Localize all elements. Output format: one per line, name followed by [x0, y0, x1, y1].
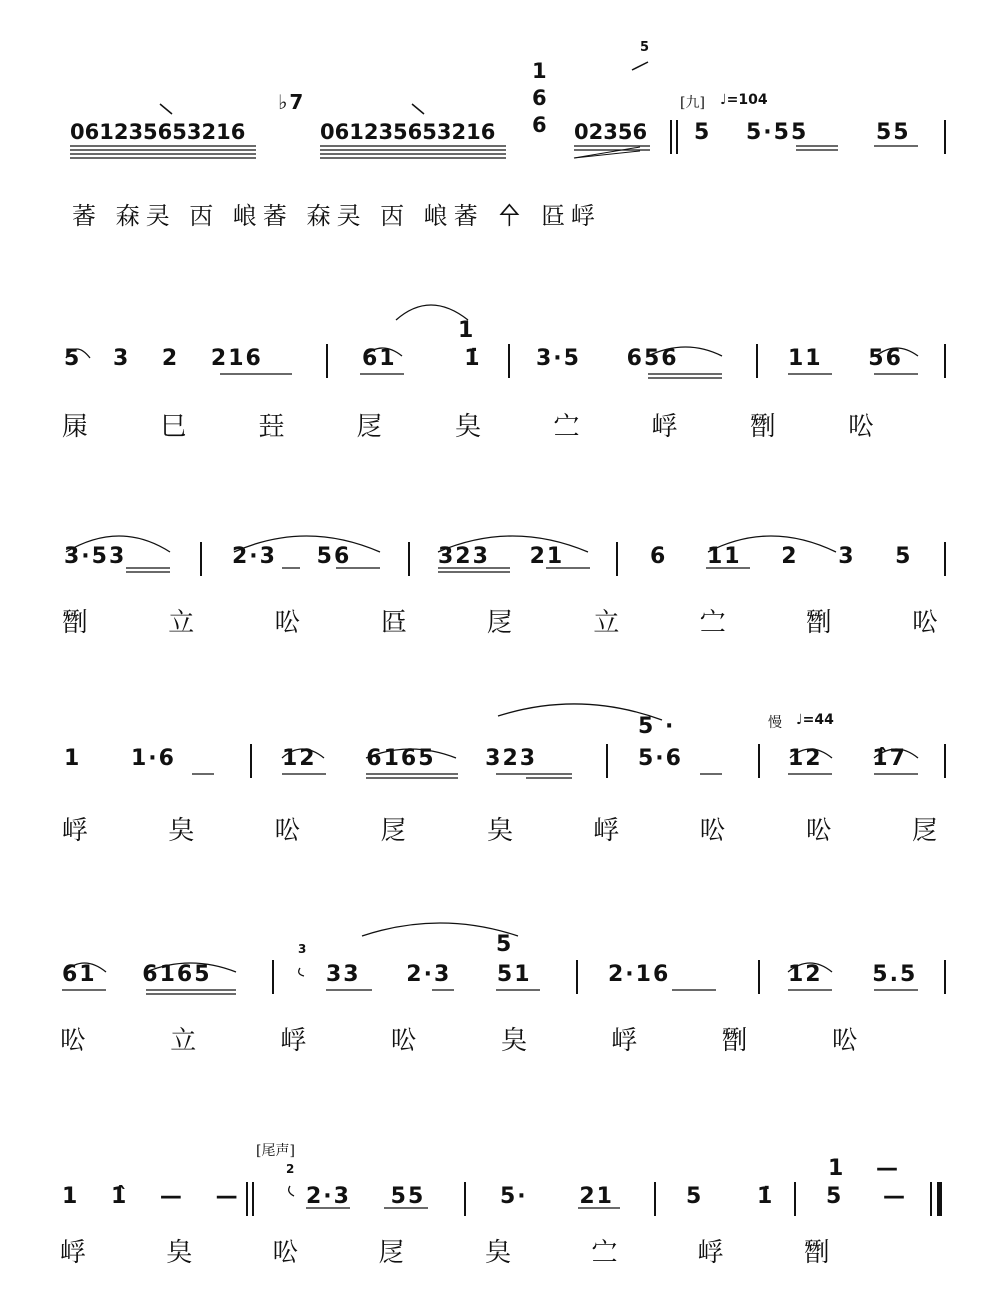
bar-line	[944, 744, 946, 778]
measure-4: 12 1̂7	[788, 746, 907, 771]
bar-line	[758, 744, 760, 778]
final-bar-thick	[937, 1182, 942, 1216]
bar-line	[250, 744, 252, 778]
measure-4: 6 11 2 3 5	[650, 544, 913, 569]
bar-line	[408, 542, 410, 576]
measure-3: 3·5 656	[536, 346, 679, 371]
measure-2: 2·3 56	[232, 544, 352, 569]
tempo-mark: ♩=104	[720, 92, 768, 108]
measure-1: 5 3 2 216	[64, 346, 263, 371]
final-bar-thin	[930, 1182, 932, 1216]
bar-line	[944, 120, 946, 154]
grace-note-top: 5	[640, 40, 651, 55]
tablature-line-4: 㟊 㚖 㕬 㞏 㚖 㟊 㕬 㕬 㞏	[62, 816, 975, 846]
grace-note: 2	[286, 1162, 296, 1176]
double-bar-2	[252, 1182, 254, 1216]
notes-group-b: 061235653216	[320, 120, 496, 144]
bar-line	[944, 960, 946, 994]
double-bar	[246, 1182, 248, 1216]
measure-3: 5· 21	[500, 1184, 614, 1209]
notes-group-c: 02356	[574, 120, 648, 144]
measure-3: 55	[876, 120, 911, 145]
tablature-line-3: 㔆 立 㕬 㔯 㞏 立 㝉 㔆 㕬	[62, 608, 975, 638]
measure-2: 2·3 55	[306, 1184, 426, 1209]
bar-line	[758, 960, 760, 994]
slow-label: 慢	[768, 715, 782, 731]
measure-2-top: 5	[496, 932, 514, 957]
measure-2: 12 6165 323	[282, 746, 538, 771]
bar-line	[272, 960, 274, 994]
slow-tempo-mark: ♩=44	[796, 712, 834, 728]
bar-line	[654, 1182, 656, 1216]
section-marker: [九]	[680, 95, 705, 111]
double-bar-2	[676, 120, 678, 154]
measure-3: 2·16	[608, 962, 671, 987]
tablature-line-1: 萫 㚞㚑 㐁 㟍萫 㚞㚑 㐁 㟍萫 㐃 㔯㟊	[72, 202, 602, 230]
measure-1: 5	[694, 120, 712, 145]
bar-line	[508, 344, 510, 378]
coda-marker: [尾声]	[256, 1143, 295, 1159]
measure-3: 323 21	[438, 544, 565, 569]
measure-4: 5 1̇	[686, 1184, 775, 1209]
tablature-line-5: 㕬 立 㟊 㕬 㚖 㟊 㔆 㕬	[60, 1026, 896, 1056]
bar-line	[756, 344, 758, 378]
bar-line	[944, 542, 946, 576]
measure-1: 1 1·6	[64, 746, 176, 771]
bar-line	[616, 542, 618, 576]
tablature-line-6: 㟊 㚖 㕬 㞏 㚖 㝉 㟊 㔆	[60, 1238, 866, 1268]
bar-line	[576, 960, 578, 994]
grace-note: 3	[298, 942, 308, 956]
measure-1: 61 6165	[62, 962, 212, 987]
measure-5-top: 1	[828, 1156, 846, 1181]
measure-4: 11 56	[788, 346, 903, 371]
measure-2: 33 2·3 51	[326, 962, 532, 987]
measure-3-top: 5 ·	[638, 714, 676, 739]
bar-line	[944, 344, 946, 378]
tablature-line-2: 㞖 巳 㠭 㞏 㚖 㝉 㟊 㔆 㕬	[62, 412, 907, 442]
measure-1: 1 1̂ — —	[62, 1184, 240, 1209]
measure-2: 5·55	[746, 120, 809, 145]
measure-2-top: 1	[458, 318, 476, 343]
bar-line	[326, 344, 328, 378]
bar-line	[200, 542, 202, 576]
double-bar	[670, 120, 672, 154]
measure-2: 61 1̇	[362, 346, 482, 371]
measure-3: 5·6	[638, 746, 683, 771]
bar-line	[606, 744, 608, 778]
measure-5: 5 —	[826, 1184, 907, 1209]
bar-line	[464, 1182, 466, 1216]
notes-group-a: 061235653216	[70, 120, 246, 144]
bar-line	[794, 1182, 796, 1216]
measure-1: 3·53	[64, 544, 127, 569]
dash-top: —	[876, 1156, 900, 1181]
accidental-flat-seven: ♭7	[278, 90, 306, 114]
stacked-notes: 1 6 6	[532, 59, 549, 137]
measure-4: 12 5.5	[788, 962, 918, 987]
